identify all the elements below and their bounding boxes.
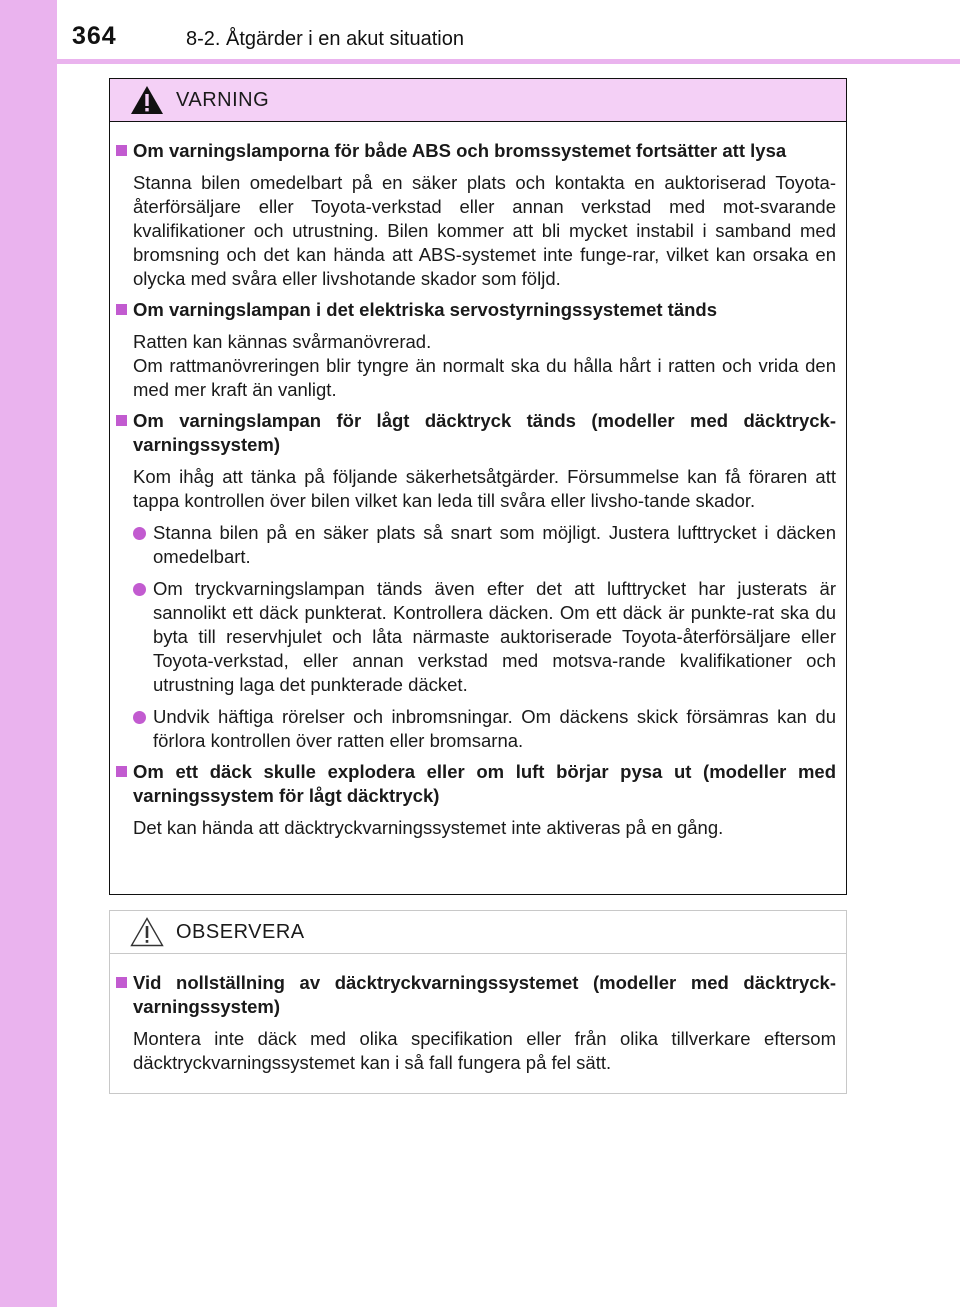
item-heading: Om varningslampan i det elektriska servostyrningssystemet tänds xyxy=(133,299,718,320)
item-paragraph: Det kan hända att däcktryckvarningssystemet inte aktiveras på en gång. xyxy=(133,817,724,838)
item-paragraph: Ratten kan kännas svårmanövrerad. xyxy=(133,331,432,352)
square-bullet-icon xyxy=(116,766,127,777)
bullet-text: Stanna bilen på en säker plats så snart som möjligt. Justera lufttrycket i däcken omedelbart. xyxy=(153,522,836,567)
caution-box xyxy=(109,910,847,1094)
warning-item-abs xyxy=(116,139,836,291)
round-bullet-icon xyxy=(133,527,146,540)
round-bullet-icon xyxy=(133,711,146,724)
warning-header xyxy=(110,79,846,122)
caution-body xyxy=(110,954,846,1075)
caution-triangle-icon xyxy=(130,917,164,947)
item-heading: Om ett däck skulle explodera eller om luft börjar pysa ut (modeller med varningssystem för lågt däcktryck) xyxy=(133,761,836,806)
list-item xyxy=(133,521,836,569)
warning-box xyxy=(109,78,847,895)
bullet-text: Undvik häftiga rörelser och inbromsningar. Om däckens skick försämras kan du förlora kontrollen över ratten eller bromsarna. xyxy=(153,706,836,751)
warning-title: VARNING xyxy=(176,88,270,111)
list-item xyxy=(133,577,836,697)
caution-title: OBSERVERA xyxy=(176,920,305,943)
bullet-text: Om tryckvarningslampan tänds även efter det att lufttrycket har justerats är sannolikt ett däck punkterat. Kontrollera däcken. Om ett däck är punkte-rat ska du byta till reservhjulet och låta närmaste auktoriserade Toyota-återförsäljare eller Toyota-verkstad, eller annan verkstad med motsva-rande kvalifikationer och utrustning laga det punkterade däcket. xyxy=(153,578,836,695)
warning-triangle-icon xyxy=(130,85,164,115)
square-bullet-icon xyxy=(116,145,127,156)
item-heading: Om varningslampan för lågt däcktryck tänds (modeller med däcktryck-varningssystem) xyxy=(133,410,836,455)
page-number: 364 xyxy=(72,22,117,50)
header-rule xyxy=(57,59,960,64)
side-color-strip xyxy=(0,0,57,1307)
caution-header xyxy=(110,911,846,954)
warning-item-tire-pressure xyxy=(116,409,836,753)
caution-item-tpms-reset xyxy=(116,971,836,1075)
square-bullet-icon xyxy=(116,304,127,315)
item-paragraph: Montera inte däck med olika specifikation eller från olika tillverkare eftersom däcktryckvarningssystemet kan i så fall fungera på fel sätt. xyxy=(133,1028,836,1073)
warning-body xyxy=(110,122,846,840)
item-heading: Vid nollställning av däcktryckvarningssystemet (modeller med däcktryck-varningssystem) xyxy=(133,972,836,1017)
item-paragraph: Om rattmanövreringen blir tyngre än normalt ska du hålla hårt i ratten och vrida den med mer kraft än vanligt. xyxy=(133,355,836,400)
warning-item-power-steering xyxy=(116,298,836,402)
item-heading: Om varningslamporna för både ABS och bromssystemet fortsätter att lysa xyxy=(133,140,787,161)
list-item xyxy=(133,705,836,753)
square-bullet-icon xyxy=(116,977,127,988)
warning-item-tire-burst xyxy=(116,760,836,840)
square-bullet-icon xyxy=(116,415,127,426)
section-title: 8-2. Åtgärder i en akut situation xyxy=(186,28,464,50)
item-paragraph: Kom ihåg att tänka på följande säkerhetsåtgärder. Försummelse kan få föraren att tappa kontrollen över bilen vilket kan leda till svåra eller livsho-tande skador. xyxy=(133,466,836,511)
item-paragraph: Stanna bilen omedelbart på en säker plats och kontakta en auktoriserad Toyota-återförsäljare eller Toyota-verkstad eller annan verkstad med mot-svarande kvalifikationer och utrustning. Bilen kommer att bli mycket instabil i samband med bromsning och det kan hända att ABS-systemet inte funge-rar, vilket kan orsaka en olycka med svåra eller livshotande skador som följd. xyxy=(133,172,836,289)
round-bullet-icon xyxy=(133,583,146,596)
